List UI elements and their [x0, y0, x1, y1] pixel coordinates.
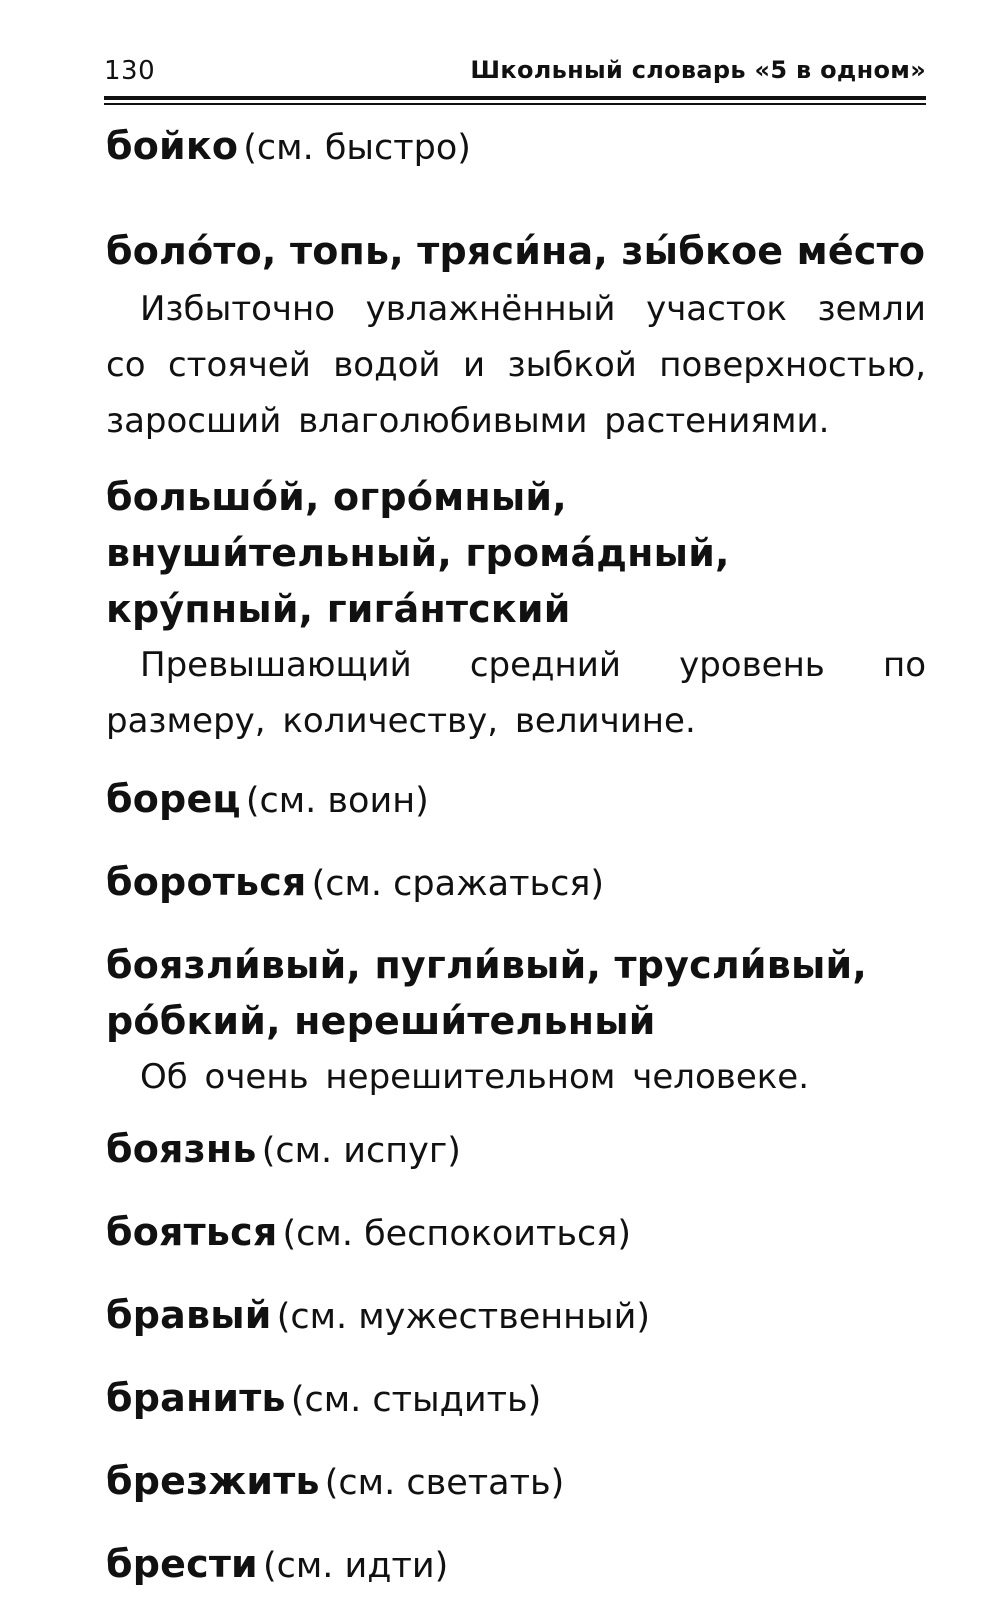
entry-headword: большо́й, огро́мный, внуши́тельный, грома́дный, кру́пный, гига́нтский: [106, 475, 730, 631]
entry-cross-reference: (см. сражаться): [311, 864, 605, 904]
entry-borotsya: [106, 854, 926, 937]
entry-headword: бороться: [106, 860, 307, 904]
entry-definition: Об очень нерешительном человеке.: [140, 1057, 810, 1097]
entry-definition: Избыточно увлажнённый участок земли со стоячей водой и зыбкой поверхностью, заросший влаголюбивыми растениями.: [106, 289, 926, 441]
entry-headword: боязнь: [106, 1127, 257, 1171]
entry-headword: боязли́вый, пугли́вый, трусли́вый, ро́бкий, нереши́тельный: [106, 943, 867, 1043]
entry-bolshoy: [106, 469, 926, 749]
entry-headword: бранить: [106, 1376, 286, 1420]
entry-cross-reference: (см. светать): [324, 1463, 565, 1503]
entry-definition: Превышающий средний уровень по размеру, количеству, величине.: [106, 645, 926, 741]
entry-cross-reference: (см. идти): [262, 1546, 449, 1586]
entry-borets: [106, 771, 926, 854]
entry-list: [106, 118, 926, 1619]
entry-cross-reference: (см. беспокоиться): [282, 1214, 631, 1254]
entry-cross-reference: (см. мужественный): [276, 1297, 651, 1337]
entry-boloto: [106, 223, 926, 449]
entry-boyazlivy: [106, 937, 926, 1105]
entry-headword: брезжить: [106, 1459, 320, 1503]
book-title: Школьный словарь «5 в одном»: [470, 56, 926, 84]
page-number: 130: [104, 56, 156, 86]
entry-brezzhit: [106, 1453, 926, 1536]
entry-cross-reference: (см. воин): [245, 781, 429, 821]
header-rule-thin: [104, 103, 926, 105]
entry-bresti: [106, 1536, 926, 1619]
entry-headword: бравый: [106, 1293, 272, 1337]
entry-headword: боло́то, топь, тряси́на, зы́бкое ме́сто: [106, 229, 926, 273]
entry-boyko: [106, 118, 926, 201]
entry-headword: бояться: [106, 1210, 278, 1254]
entry-cross-reference: (см. быстро): [243, 128, 471, 168]
entry-headword: бойко: [106, 124, 239, 168]
entry-branit: [106, 1370, 926, 1453]
entry-bravy: [106, 1287, 926, 1370]
entry-headword: борец: [106, 777, 241, 821]
header-rule-thick: [104, 96, 926, 100]
entry-cross-reference: (см. стыдить): [290, 1380, 542, 1420]
entry-cross-reference: (см. испуг): [261, 1131, 461, 1171]
running-header: [104, 50, 926, 94]
entry-headword: брести: [106, 1542, 258, 1586]
entry-boyazn: [106, 1121, 926, 1204]
entry-boyatsya: [106, 1204, 926, 1287]
